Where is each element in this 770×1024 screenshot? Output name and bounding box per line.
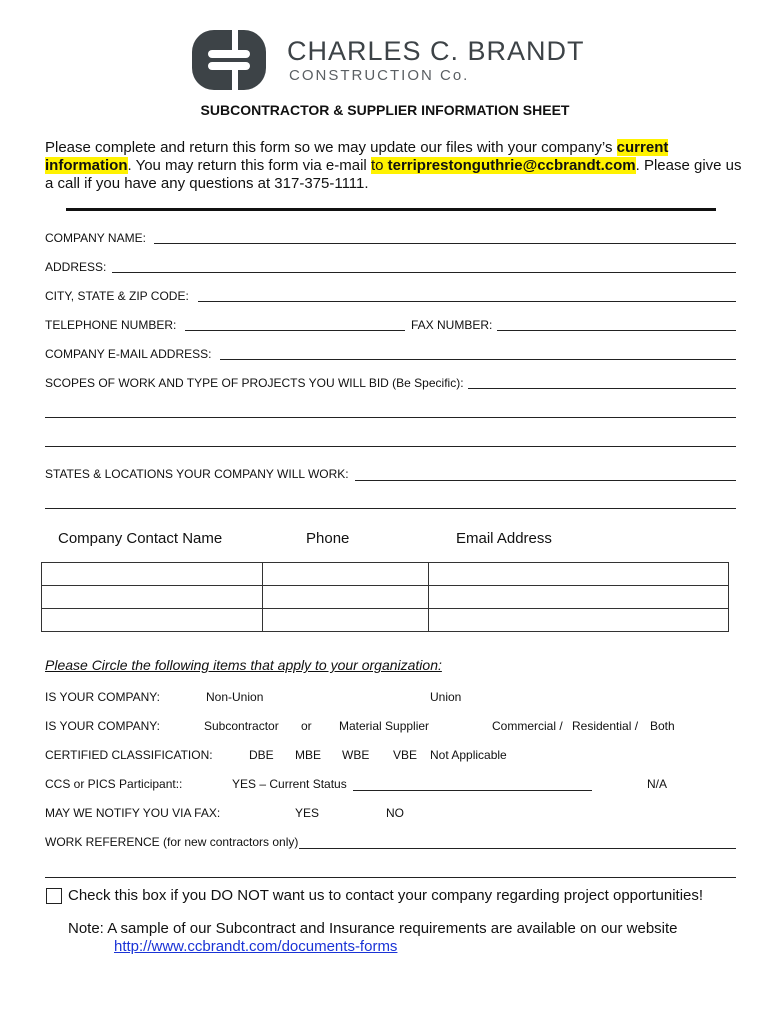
telephone-label: TELEPHONE NUMBER:: [45, 318, 177, 332]
option-not-applicable[interactable]: Not Applicable: [430, 748, 507, 762]
telephone-field[interactable]: [185, 330, 405, 331]
address-label: ADDRESS:: [45, 260, 107, 274]
phone-header: Phone: [306, 530, 350, 547]
option-yes-current-status[interactable]: YES – Current Status: [232, 777, 347, 791]
company-subtitle: CONSTRUCTION Co.: [289, 67, 470, 84]
scopes-field[interactable]: [468, 388, 736, 389]
email-address-header: Email Address: [456, 530, 552, 547]
option-mbe[interactable]: MBE: [295, 748, 322, 762]
note-text: Note: A sample of our Subcontract and Insurance requirements are available on our website: [68, 920, 678, 937]
option-vbe[interactable]: VBE: [393, 748, 418, 762]
city-state-zip-label: CITY, STATE & ZIP CODE:: [45, 289, 189, 303]
work-reference-label: WORK REFERENCE (for new contractors only): [45, 835, 299, 849]
contact-name-cell[interactable]: [42, 563, 263, 586]
contacts-table: [41, 562, 729, 632]
documents-forms-link[interactable]: http://www.ccbrandt.com/documents-forms: [114, 938, 398, 955]
option-non-union[interactable]: Non-Union: [206, 690, 264, 704]
phone-cell[interactable]: [263, 609, 429, 632]
table-row: [42, 609, 729, 632]
company-type-label: IS YOUR COMPANY:: [45, 690, 160, 704]
fax-field[interactable]: [497, 330, 736, 331]
email-label: COMPANY E-MAIL ADDRESS:: [45, 347, 212, 361]
option-commercial[interactable]: Commercial /: [492, 719, 563, 733]
table-row: [42, 563, 729, 586]
city-state-zip-field[interactable]: [198, 301, 736, 302]
do-not-contact-checkbox[interactable]: [46, 888, 62, 904]
company-name: CHARLES C. BRANDT: [287, 36, 585, 66]
option-yes[interactable]: YES: [295, 806, 320, 820]
option-residential[interactable]: Residential /: [572, 719, 639, 733]
address-field[interactable]: [112, 272, 736, 273]
or-text: or: [301, 719, 312, 733]
contact-name-cell[interactable]: [42, 609, 263, 632]
table-row: [42, 586, 729, 609]
email-cell[interactable]: [429, 609, 729, 632]
contact-name-header: Company Contact Name: [58, 530, 223, 547]
email-field[interactable]: [220, 359, 736, 360]
phone-cell[interactable]: [263, 563, 429, 586]
company-type-label-2: IS YOUR COMPANY:: [45, 719, 160, 733]
option-union[interactable]: Union: [430, 690, 462, 704]
work-reference-field[interactable]: [299, 848, 736, 849]
certified-classification-label: CERTIFIED CLASSIFICATION:: [45, 748, 213, 762]
company-name-field[interactable]: [154, 243, 736, 244]
highlight-current-information: current information: [45, 139, 669, 174]
cb-monogram-logo: [192, 30, 266, 90]
phone-cell[interactable]: [263, 586, 429, 609]
email-cell[interactable]: [429, 586, 729, 609]
fax-label: FAX NUMBER:: [411, 318, 493, 332]
intro-paragraph: Please complete and return this form so we may update our files with your company’s current information. You may return this form via e-mail to terriprestonguthrie@ccbrandt.com. Please give us a call if you have any questions at 317-375-1111.: [45, 139, 742, 192]
circle-instructions: Please Circle the following items that apply to your organization:: [45, 657, 442, 673]
contact-email-link[interactable]: terriprestonguthrie@ccbrandt.com: [387, 157, 636, 174]
states-label: STATES & LOCATIONS YOUR COMPANY WILL WORK:: [45, 467, 349, 481]
scopes-label: SCOPES OF WORK AND TYPE OF PROJECTS YOU WILL BID (Be Specific):: [45, 376, 464, 390]
ccs-pics-label: CCS or PICS Participant::: [45, 777, 183, 791]
states-field-line-2[interactable]: [45, 508, 736, 509]
option-subcontractor[interactable]: Subcontractor: [204, 719, 279, 733]
option-dbe[interactable]: DBE: [249, 748, 274, 762]
option-material-supplier[interactable]: Material Supplier: [339, 719, 430, 733]
scopes-field-line-3[interactable]: [45, 446, 736, 447]
divider: [66, 208, 716, 211]
contact-name-cell[interactable]: [42, 586, 263, 609]
notify-fax-label: MAY WE NOTIFY YOU VIA FAX:: [45, 806, 221, 820]
current-status-field[interactable]: [353, 790, 592, 791]
scopes-field-line-2[interactable]: [45, 417, 736, 418]
company-name-label: COMPANY NAME:: [45, 231, 146, 245]
states-field[interactable]: [355, 480, 736, 481]
option-both[interactable]: Both: [650, 719, 675, 733]
form-title: SUBCONTRACTOR & SUPPLIER INFORMATION SHEET: [200, 102, 570, 118]
email-cell[interactable]: [429, 563, 729, 586]
option-wbe[interactable]: WBE: [342, 748, 370, 762]
option-no[interactable]: NO: [386, 806, 404, 820]
do-not-contact-text: Check this box if you DO NOT want us to contact your company regarding project opportunities!: [68, 887, 704, 904]
work-reference-field-line-2[interactable]: [45, 877, 736, 878]
option-na[interactable]: N/A: [647, 777, 668, 791]
